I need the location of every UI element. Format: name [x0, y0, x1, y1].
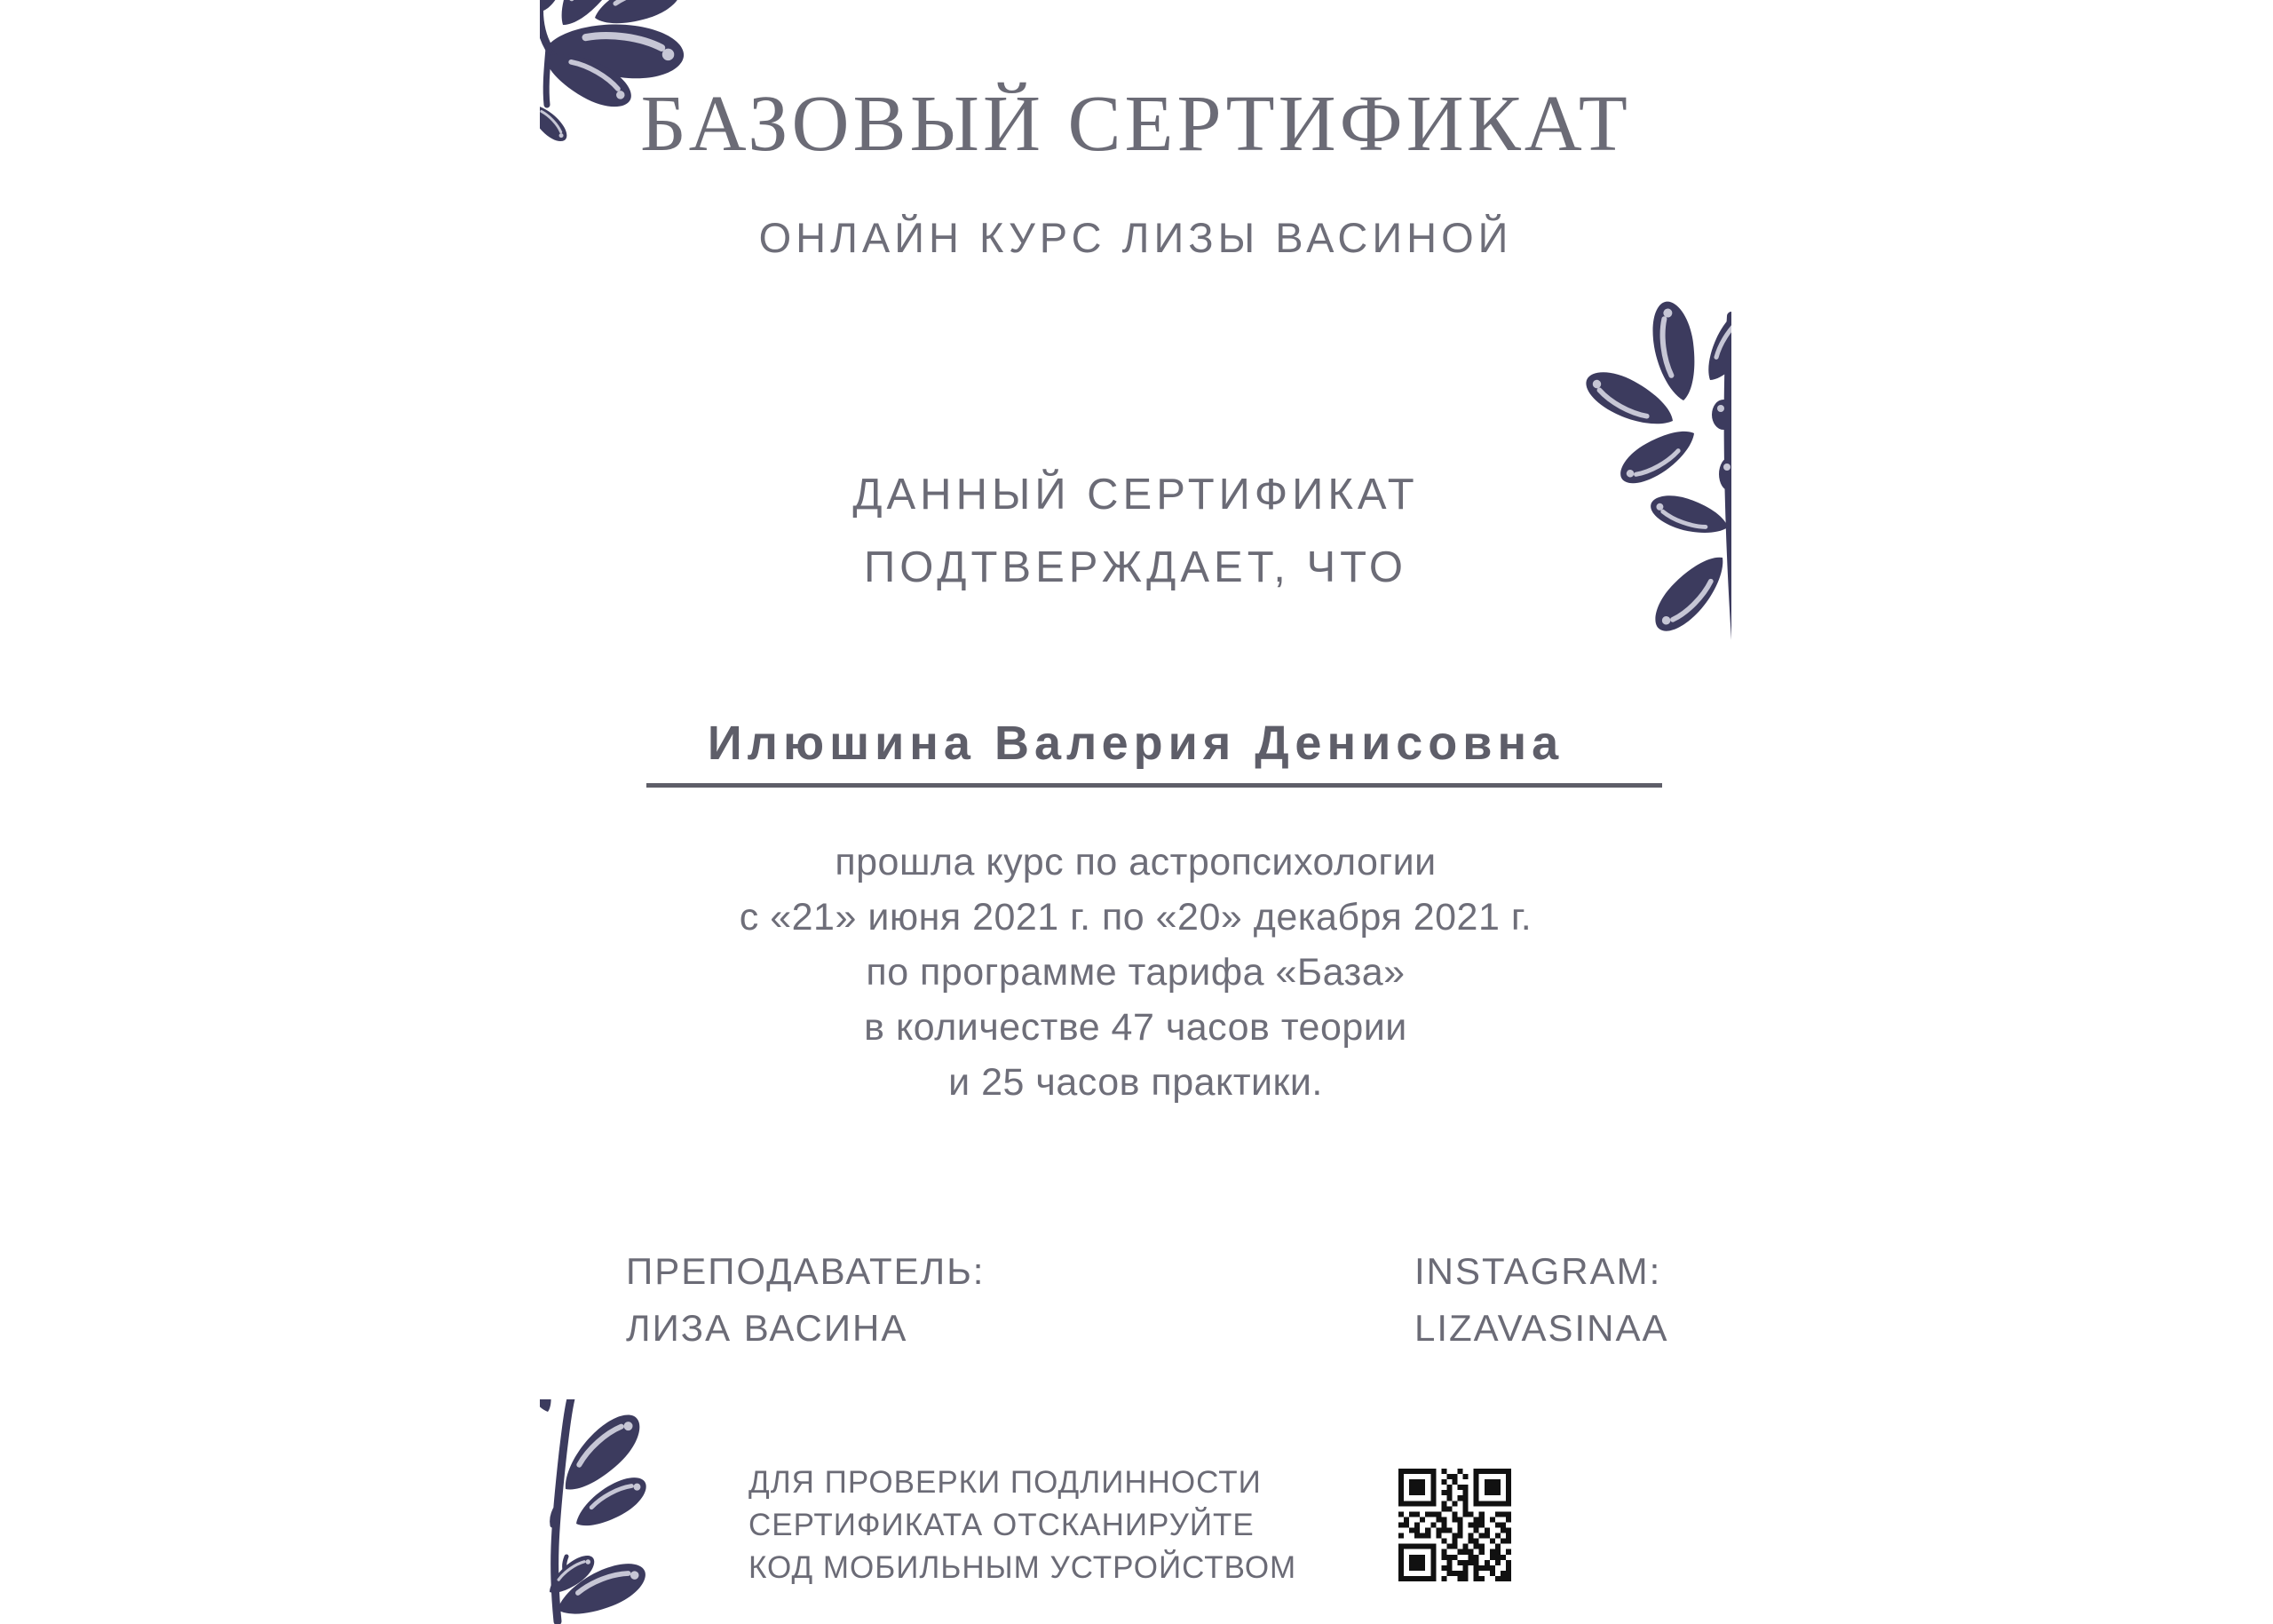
- course-description-line: с «21» июня 2021 г. по «20» декабря 2021 г.: [739, 896, 1532, 939]
- instagram-label: INSTAGRAM:: [1414, 1250, 1662, 1292]
- leaf-branch-bottom-left-icon: [540, 1399, 687, 1624]
- certificate-statement: [540, 458, 1731, 604]
- qr-code-svg: [1398, 1469, 1511, 1581]
- statement-line-1: ДАННЫЙ СЕРТИФИКАТ: [852, 471, 1419, 519]
- certificate-page: [540, 0, 1731, 1624]
- certificate-title: БАЗОВЫЙ СЕРТИФИКАТ: [640, 80, 1631, 168]
- verification-text: [748, 1462, 1296, 1589]
- teacher-name: ЛИЗА ВАСИНА: [626, 1307, 908, 1349]
- course-description-line: по программе тарифа «База»: [866, 951, 1406, 994]
- recipient-name: Илюшина Валерия Денисовна: [707, 717, 1564, 770]
- verification-line: КОД МОБИЛЬНЫМ УСТРОЙСТВОМ: [748, 1550, 1297, 1585]
- course-description-line: и 25 часов практики.: [948, 1061, 1323, 1104]
- course-description: [540, 835, 1731, 1110]
- verification-line: ДЛЯ ПРОВЕРКИ ПОДЛИННОСТИ: [748, 1465, 1262, 1500]
- course-description-line: в количестве 47 часов теории: [864, 1006, 1407, 1049]
- certificate-subtitle: ОНЛАЙН КУРС ЛИЗЫ ВАСИНОЙ: [758, 214, 1513, 261]
- course-description-line: прошла курс по астропсихологии: [835, 841, 1437, 883]
- statement-line-2: ПОДТВЕРЖДАЕТ, ЧТО: [864, 543, 1407, 591]
- teacher-label: ПРЕПОДАВАТЕЛЬ:: [626, 1250, 986, 1292]
- name-underline: [646, 783, 1662, 788]
- verification-line: СЕРТИФИКАТА ОТСКАНИРУЙТЕ: [748, 1508, 1255, 1542]
- teacher-block: [626, 1243, 985, 1357]
- instagram-block: [1414, 1243, 1669, 1357]
- instagram-handle: LIZAVASINAA: [1414, 1307, 1669, 1349]
- qr-code: [1398, 1469, 1511, 1581]
